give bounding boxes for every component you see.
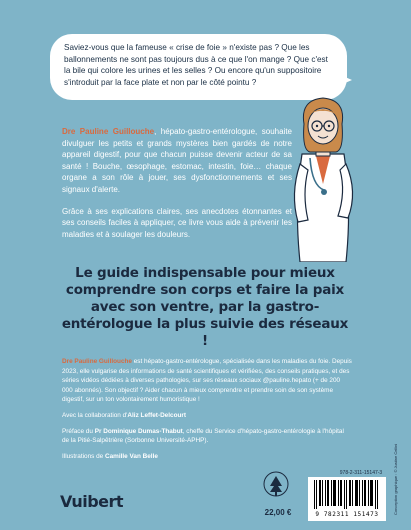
illustrations-line (62, 452, 352, 462)
author-bio (62, 357, 352, 467)
publisher-logo: Vuibert (60, 492, 124, 511)
barcode-icon (308, 477, 386, 511)
speech-bubble (50, 34, 347, 100)
collaborator-name: Aliz Leffet-Delcourt (127, 411, 186, 419)
preface-author: Pr Dominique Dumas-Thabut (94, 427, 183, 435)
barcode-digits: 9 782311 151473 (315, 511, 379, 518)
design-credit: Conception graphique : © Justine Cellini (393, 443, 398, 515)
intro-paragraph-1 (62, 126, 292, 196)
bio-text: est hépato-gastro-entérologue, spécialisée dans les maladies du foie. Depuis 2023, elle vulgarise des informations de santé scientifiques et vérifiées, des conseils pratiques, et des séries vidéos dédiées à diverses pathologies, sur ses réseaux sociaux @pauline.hepato (+ de 200 000 abonnés). Son objectif ? Aider chacun à mieux comprendre et prendre soin de son système digestif, sur un ton volontairement humoristique ! (62, 358, 352, 404)
collab-prefix: Avec la collaboration d' (62, 411, 128, 419)
intro-paragraph-2: Grâce à ses explications claires, ses anecdotes étonnantes et ses conseils faciles à appliquer, ce livre vous aide à prévenir les maladies et à soulager les douleurs. (62, 206, 292, 239)
tree-icon (262, 470, 290, 504)
price: 22,00 € (264, 508, 292, 517)
isbn-label: 978-2-311-15147-3 (339, 470, 383, 476)
bio-paragraph (62, 357, 352, 405)
preface-line (62, 427, 352, 446)
doctor-illustration (286, 94, 360, 262)
preface-rest: , cheffe du Service d'hépato-gastro-entérologie à l'hôpital de la Pitié-Salpêtrière (Sorbonne Université-APHP). (62, 427, 344, 445)
speech-bubble-tail (338, 74, 352, 86)
collaboration-line (62, 411, 352, 421)
headline: Le guide indispensable pour mieux comprendre son corps et faire la paix avec son ventre, par la gastro-entérologue la plus suivie des réseaux ! (61, 265, 349, 349)
bio-author-name: Dre Pauline Guillouche (62, 358, 132, 365)
preface-prefix: Préface du (62, 427, 95, 435)
bubble-text: Saviez-vous que la fameuse « crise de foie » n'existe pas ? Que les ballonnements ne sont pas toujours dus à ce que l'on mange ? Que c'est la bile qui colore les urines et les selles ? Ou encore qu'un suppositoire s'introduit par la face plate et non par le côté pointu ? (64, 43, 328, 87)
illustrator-name: Camille Van Belle (104, 452, 158, 460)
intro-p1-rest: , hépato-gastro-entérologue, souhaite divulguer les petits et grands mystères bien gardés de notre appareil digestif, pour que chacun puisse devenir acteur de sa santé ! Bouche, œsophage, estomac, intestin, foie… chaque organe a son rôle à jouer, ses dysfonctionnements et ses signaux d'alerte. (62, 127, 292, 194)
author-name: Dre Pauline Guillouche (62, 127, 155, 136)
intro-text (62, 126, 292, 250)
illus-prefix: Illustrations de (62, 452, 105, 460)
